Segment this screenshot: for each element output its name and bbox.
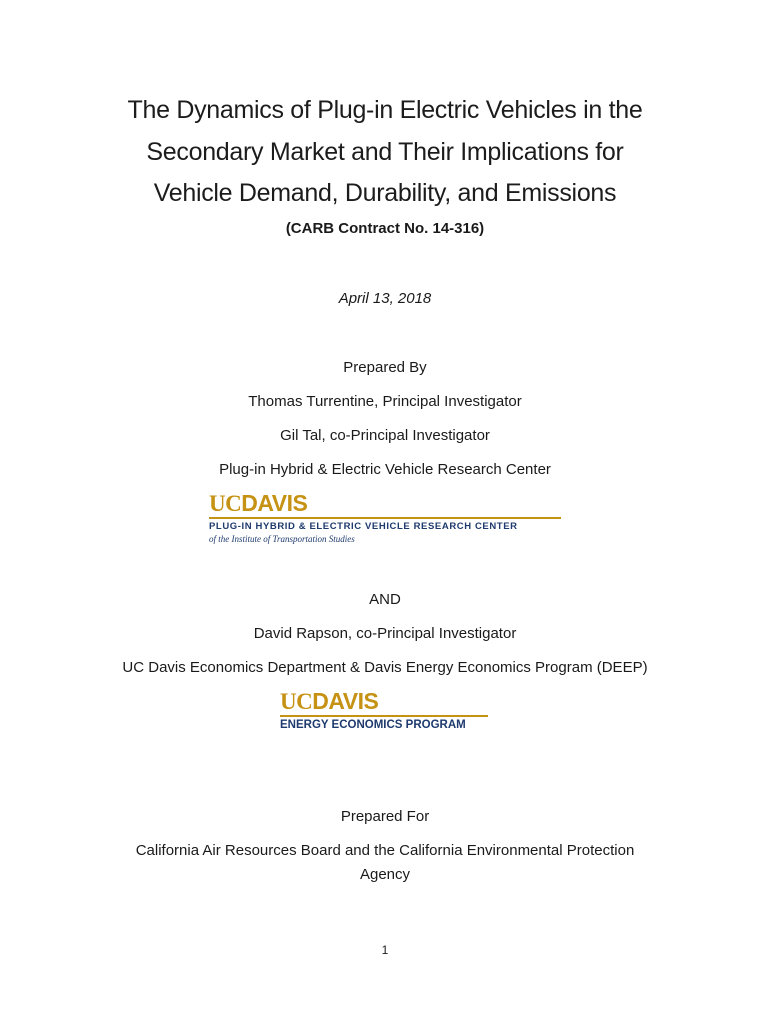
prepared-by-heading: Prepared By <box>343 359 427 376</box>
logo-rule <box>209 517 561 519</box>
economics-department: UC Davis Economics Department & Davis Energy Economics Program (DEEP) <box>122 659 648 676</box>
co-principal-investigator: Gil Tal, co-Principal Investigator <box>280 427 490 444</box>
logo-uc: UC <box>280 689 313 714</box>
title-line-3: Vehicle Demand, Durability, and Emissions <box>153 179 617 207</box>
logo-rule <box>280 715 488 717</box>
principal-investigator: Thomas Turrentine, Principal Investigator <box>248 393 522 410</box>
logo-tagline: of the Institute of Transportation Studies <box>209 533 355 544</box>
title-line-1: The Dynamics of Plug-in Electric Vehicles in the <box>127 96 643 124</box>
report-date: April 13, 2018 <box>338 290 432 307</box>
logo-davis: DAVIS <box>241 490 308 516</box>
phev-research-center-logo <box>209 492 561 544</box>
contract-number: (CARB Contract No. 14-316) <box>285 220 485 237</box>
logo-subtitle: PLUG-IN HYBRID & ELECTRIC VEHICLE RESEARCH CENTER <box>209 521 518 532</box>
and-separator: AND <box>369 591 401 608</box>
title-line-2: Secondary Market and Their Implications for <box>146 138 624 166</box>
energy-economics-logo <box>280 690 488 732</box>
logo-uc: UC <box>209 491 242 516</box>
research-center: Plug-in Hybrid & Electric Vehicle Research Center <box>219 461 551 478</box>
page-number: 1 <box>381 943 389 957</box>
logo-davis: DAVIS <box>312 688 379 714</box>
prepared-for-heading: Prepared For <box>340 808 430 825</box>
prepared-for-line-2: Agency <box>359 866 411 883</box>
logo-subtitle: ENERGY ECONOMICS PROGRAM <box>280 719 466 731</box>
co-principal-investigator-2: David Rapson, co-Principal Investigator <box>253 625 517 642</box>
prepared-for-line-1: California Air Resources Board and the California Environmental Protection <box>135 842 635 859</box>
